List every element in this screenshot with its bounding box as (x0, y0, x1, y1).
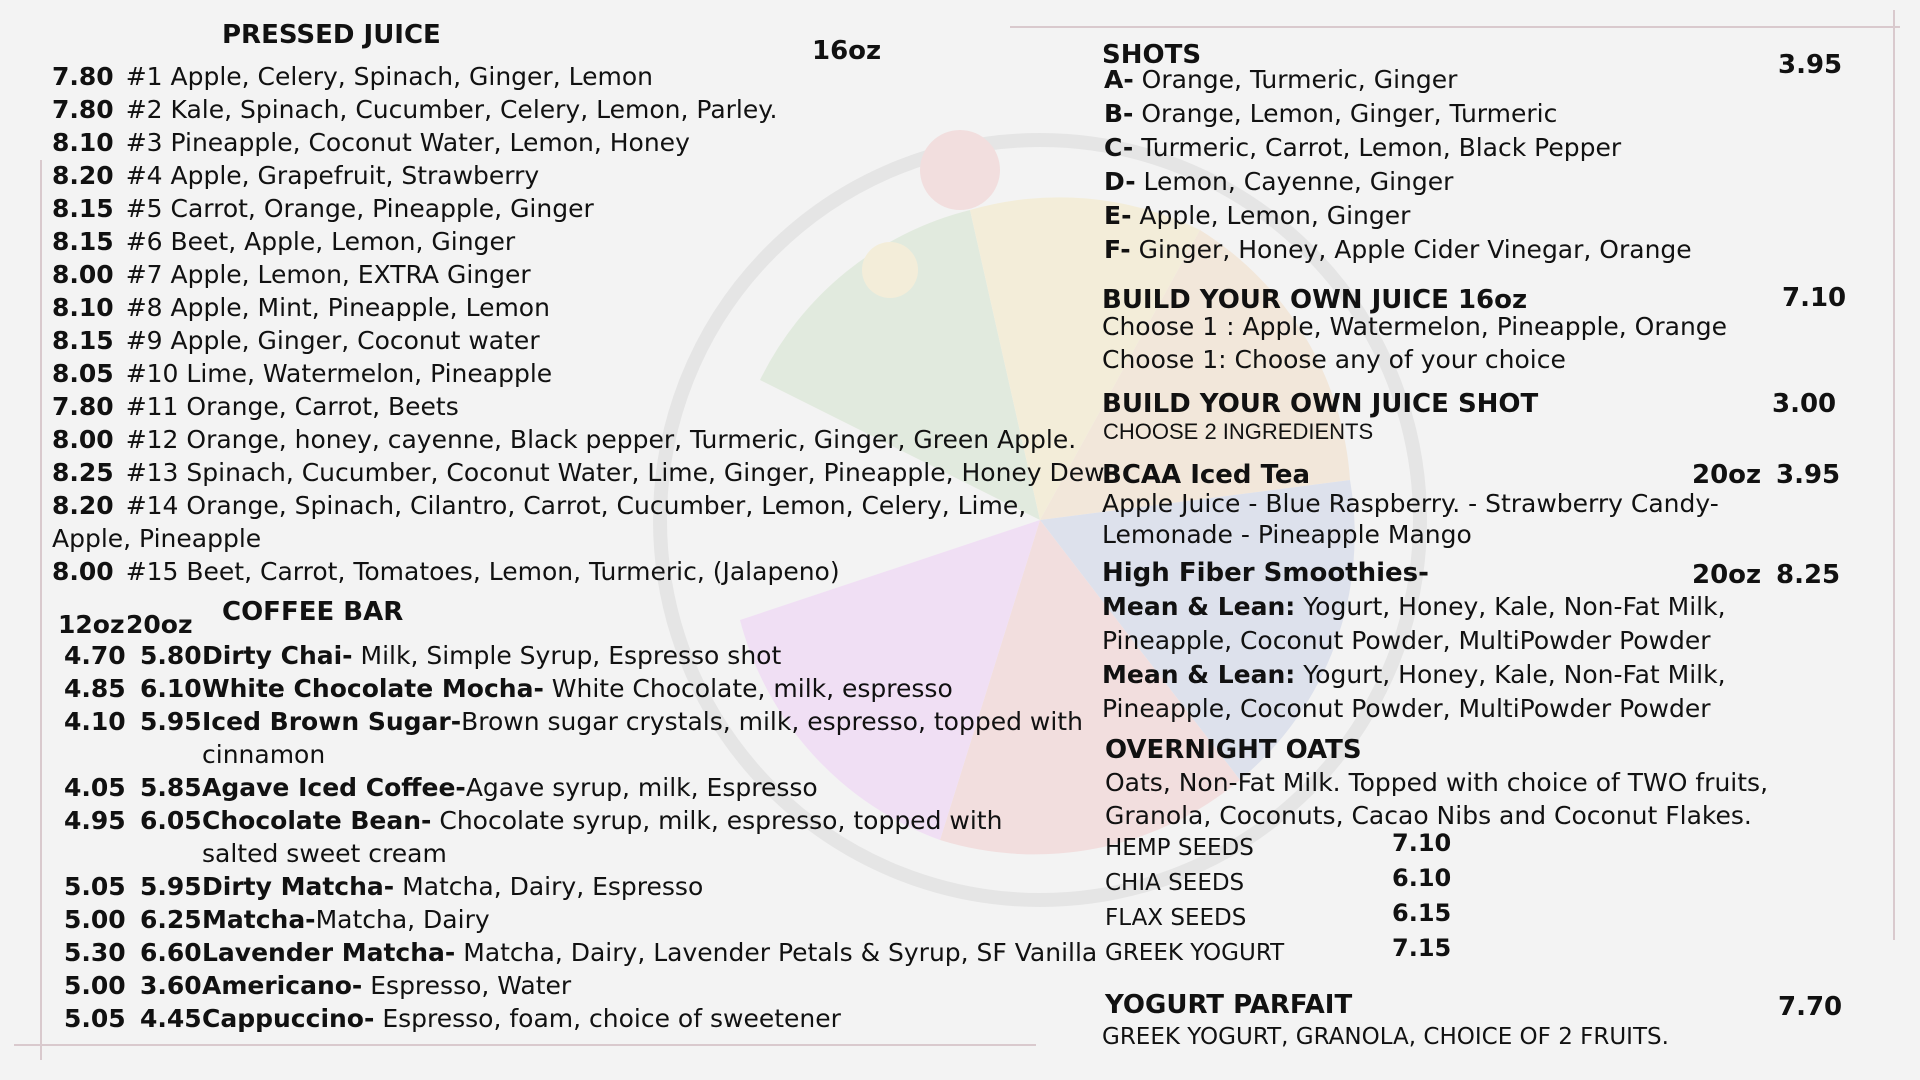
shot-ingredients: Lemon, Cayenne, Ginger (1135, 167, 1454, 196)
juice-row (52, 458, 1105, 487)
juice-price: 8.00 (52, 557, 114, 586)
shot-letter: A- (1104, 65, 1134, 94)
shot-row (1104, 99, 1557, 128)
coffee-item-desc: Agave syrup, milk, Espresso (465, 773, 818, 802)
shot-row (1104, 167, 1453, 196)
juice-ingredients: #6 Beet, Apple, Lemon, Ginger (125, 227, 516, 256)
smoothies-title: High Fiber Smoothies- (1102, 558, 1429, 588)
juice-ingredients: Apple, Pineapple (52, 524, 262, 553)
parfait-description: GREEK YOGURT, GRANOLA, CHOICE OF 2 FRUITS. (1102, 1024, 1669, 1050)
bcaa-line-1: Apple Juice - Blue Raspberry. - Strawberry Candy- (1102, 489, 1719, 518)
juice-price: 7.80 (52, 392, 114, 421)
juice-price: 8.05 (52, 359, 114, 388)
coffee-col-20oz: 20oz (126, 610, 193, 639)
juice-price: 8.10 (52, 293, 114, 322)
coffee-item-name: Iced Brown Sugar- (202, 707, 462, 736)
bcaa-price: 3.95 (1776, 460, 1841, 490)
byo-shot-price: 3.00 (1772, 389, 1837, 419)
right-vertical-rule (1893, 10, 1895, 940)
juice-price: 7.80 (52, 95, 114, 124)
shot-ingredients: Apple, Lemon, Ginger (1131, 201, 1411, 230)
juice-ingredients: #7 Apple, Lemon, EXTRA Ginger (125, 260, 531, 289)
coffee-price-12oz: 4.10 (64, 707, 126, 736)
bcaa-size: 20oz (1692, 460, 1762, 490)
juice-row (52, 62, 653, 91)
juice-ingredients: #5 Carrot, Orange, Pineapple, Ginger (125, 194, 594, 223)
oats-option-name: CHIA SEEDS (1105, 870, 1245, 896)
juice-row (52, 326, 540, 355)
shot-letter: C- (1104, 133, 1134, 162)
juice-ingredients: #12 Orange, honey, cayenne, Black pepper, Turmeric, Ginger, Green Apple. (125, 425, 1077, 454)
coffee-item-desc: Espresso, Water (362, 971, 572, 1000)
juice-price: 8.20 (52, 491, 114, 520)
juice-ingredients: #1 Apple, Celery, Spinach, Ginger, Lemon (125, 62, 653, 91)
juice-row (52, 293, 550, 322)
coffee-item-desc: Matcha, Dairy (315, 905, 490, 934)
bcaa-line-2: Lemonade - Pineapple Mango (1102, 520, 1472, 549)
coffee-price-12oz: 5.30 (64, 938, 126, 967)
shot-row (1104, 201, 1410, 230)
juice-price: 8.15 (52, 194, 114, 223)
oats-option-name: GREEK YOGURT (1105, 940, 1285, 966)
parfait-price: 7.70 (1778, 992, 1843, 1022)
coffee-item (202, 1004, 841, 1033)
juice-price: 8.00 (52, 425, 114, 454)
juice-ingredients: #15 Beet, Carrot, Tomatoes, Lemon, Turmeric, (Jalapeno) (125, 557, 840, 586)
coffee-price-20oz: 5.85 (140, 773, 202, 802)
smoothie-ingredients-cont: Pineapple, Coconut Powder, MultiPowder Powder (1102, 626, 1711, 655)
byo-juice-line-2: Choose 1: Choose any of your choice (1102, 345, 1566, 374)
byo-juice-title: BUILD YOUR OWN JUICE 16oz (1102, 285, 1528, 315)
shots-title: SHOTS (1102, 40, 1202, 70)
oats-option-price: 6.10 (1392, 864, 1452, 892)
coffee-item-name: Americano- (202, 971, 363, 1000)
coffee-item-desc: Espresso, foam, choice of sweetener (374, 1004, 841, 1033)
shots-price: 3.95 (1778, 50, 1843, 80)
coffee-price-12oz: 4.05 (64, 773, 126, 802)
byo-juice-price: 7.10 (1782, 283, 1847, 313)
coffee-item-name: Dirty Chai- (202, 641, 353, 670)
coffee-price-12oz: 5.00 (64, 905, 126, 934)
shot-letter: D- (1104, 167, 1136, 196)
juice-ingredients: #9 Apple, Ginger, Coconut water (125, 326, 540, 355)
juice-ingredients: #3 Pineapple, Coconut Water, Lemon, Honey (125, 128, 690, 157)
coffee-item-name: Dirty Matcha- (202, 872, 395, 901)
coffee-item-name: Chocolate Bean- (202, 806, 432, 835)
juice-price: 8.00 (52, 260, 114, 289)
coffee-item-name: Matcha- (202, 905, 316, 934)
juice-row (52, 227, 515, 256)
coffee-price-20oz: 5.95 (140, 707, 202, 736)
coffee-price-20oz: 4.45 (140, 1004, 202, 1033)
top-right-rule (1010, 26, 1900, 28)
byo-shot-title: BUILD YOUR OWN JUICE SHOT (1102, 389, 1539, 419)
coffee-price-20oz: 6.60 (140, 938, 202, 967)
coffee-price-20oz: 6.25 (140, 905, 202, 934)
juice-row (52, 557, 840, 586)
coffee-item (202, 707, 1083, 736)
bottom-left-rule (14, 1044, 1036, 1046)
juice-ingredients: #13 Spinach, Cucumber, Coconut Water, Lime, Ginger, Pineapple, Honey Dew (125, 458, 1105, 487)
coffee-price-20oz: 6.05 (140, 806, 202, 835)
byo-shot-note: CHOOSE 2 INGREDIENTS (1103, 419, 1374, 444)
parfait-title: YOGURT PARFAIT (1105, 990, 1353, 1020)
juice-row (52, 128, 690, 157)
coffee-price-12oz: 5.00 (64, 971, 126, 1000)
oats-option-name: HEMP SEEDS (1105, 835, 1254, 861)
coffee-bar-title: COFFEE BAR (222, 597, 404, 627)
coffee-item (202, 938, 1097, 967)
coffee-item-desc: Matcha, Dairy, Lavender Petals & Syrup, SF Vanilla (455, 938, 1098, 967)
juice-row (52, 260, 531, 289)
juice-ingredients: #14 Orange, Spinach, Cilantro, Carrot, Cucumber, Lemon, Celery, Lime, (125, 491, 1027, 520)
coffee-item (202, 872, 703, 901)
smoothies-price: 8.25 (1776, 560, 1841, 590)
juice-row (52, 359, 552, 388)
coffee-item-desc: Milk, Simple Syrup, Espresso shot (352, 641, 782, 670)
juice-ingredients: #8 Apple, Mint, Pineapple, Lemon (125, 293, 550, 322)
juice-price: 8.15 (52, 326, 114, 355)
oats-title: OVERNIGHT OATS (1105, 735, 1362, 765)
oats-option-price: 7.10 (1392, 829, 1452, 857)
coffee-item-desc: Matcha, Dairy, Espresso (394, 872, 704, 901)
coffee-item (202, 641, 781, 670)
shot-ingredients: Ginger, Honey, Apple Cider Vinegar, Orange (1130, 235, 1692, 264)
coffee-item (202, 806, 1002, 835)
coffee-price-12oz: 4.70 (64, 641, 126, 670)
coffee-item (202, 971, 571, 1000)
oats-line-2: Granola, Coconuts, Cacao Nibs and Coconut Flakes. (1105, 801, 1752, 830)
left-vertical-rule (40, 160, 42, 1060)
juice-row (52, 425, 1076, 454)
shot-letter: F- (1104, 235, 1131, 264)
oats-option-name: FLAX SEEDS (1105, 905, 1247, 931)
coffee-price-12oz: 4.95 (64, 806, 126, 835)
coffee-item-desc: Chocolate syrup, milk, espresso, topped with (431, 806, 1003, 835)
coffee-col-12oz: 12oz (58, 610, 125, 639)
juice-ingredients: #4 Apple, Grapefruit, Strawberry (125, 161, 540, 190)
juice-price: 8.20 (52, 161, 114, 190)
coffee-item (202, 905, 490, 934)
juice-ingredients: #11 Orange, Carrot, Beets (125, 392, 459, 421)
juice-row (52, 95, 777, 124)
coffee-item-desc: Brown sugar crystals, milk, espresso, topped with (461, 707, 1083, 736)
shot-row (1104, 65, 1457, 94)
coffee-price-12oz: 4.85 (64, 674, 126, 703)
smoothie-ingredients: Yogurt, Honey, Kale, Non-Fat Milk, (1295, 592, 1726, 621)
smoothie-row (1102, 660, 1726, 689)
oats-option-price: 6.15 (1392, 899, 1452, 927)
pressed-juice-size: 16oz (812, 36, 882, 66)
juice-row (52, 392, 459, 421)
coffee-price-20oz: 5.95 (140, 872, 202, 901)
smoothie-ingredients-cont: Pineapple, Coconut Powder, MultiPowder Powder (1102, 694, 1711, 723)
smoothie-name: Mean & Lean: (1102, 592, 1296, 621)
juice-row (52, 524, 261, 553)
shot-ingredients: Turmeric, Carrot, Lemon, Black Pepper (1133, 133, 1622, 162)
juice-price: 8.25 (52, 458, 114, 487)
shot-row (1104, 133, 1621, 162)
smoothie-row (1102, 592, 1726, 621)
coffee-price-20oz: 5.80 (140, 641, 202, 670)
coffee-price-20oz: 3.60 (140, 971, 202, 1000)
shot-row (1104, 235, 1692, 264)
coffee-item-name: Lavender Matcha- (202, 938, 456, 967)
byo-juice-line-1: Choose 1 : Apple, Watermelon, Pineapple, Orange (1102, 312, 1728, 341)
juice-price: 7.80 (52, 62, 114, 91)
oats-option-price: 7.15 (1392, 934, 1452, 962)
coffee-item-desc-cont: salted sweet cream (202, 839, 447, 868)
coffee-price-12oz: 5.05 (64, 872, 126, 901)
juice-row (52, 194, 594, 223)
bcaa-title: BCAA Iced Tea (1102, 460, 1311, 490)
shot-ingredients: Orange, Turmeric, Ginger (1133, 65, 1458, 94)
coffee-price-12oz: 5.05 (64, 1004, 126, 1033)
coffee-item (202, 773, 818, 802)
shot-letter: B- (1104, 99, 1134, 128)
juice-price: 8.15 (52, 227, 114, 256)
coffee-item-desc-cont: cinnamon (202, 740, 326, 769)
juice-row (52, 491, 1026, 520)
coffee-item-name: Cappuccino- (202, 1004, 375, 1033)
coffee-item-name: Agave Iced Coffee- (202, 773, 466, 802)
smoothie-name: Mean & Lean: (1102, 660, 1296, 689)
pressed-juice-title: PRESSED JUICE (222, 20, 441, 50)
coffee-item (202, 674, 953, 703)
juice-ingredients: #10 Lime, Watermelon, Pineapple (125, 359, 553, 388)
juice-row (52, 161, 539, 190)
oats-line-1: Oats, Non-Fat Milk. Topped with choice of TWO fruits, (1105, 768, 1769, 797)
shot-letter: E- (1104, 201, 1132, 230)
shot-ingredients: Orange, Lemon, Ginger, Turmeric (1133, 99, 1558, 128)
coffee-item-name: White Chocolate Mocha- (202, 674, 544, 703)
juice-price: 8.10 (52, 128, 114, 157)
coffee-item-desc: White Chocolate, milk, espresso (543, 674, 953, 703)
coffee-price-20oz: 6.10 (140, 674, 202, 703)
smoothie-ingredients: Yogurt, Honey, Kale, Non-Fat Milk, (1295, 660, 1726, 689)
smoothies-size: 20oz (1692, 560, 1762, 590)
juice-ingredients: #2 Kale, Spinach, Cucumber, Celery, Lemon, Parley. (125, 95, 778, 124)
